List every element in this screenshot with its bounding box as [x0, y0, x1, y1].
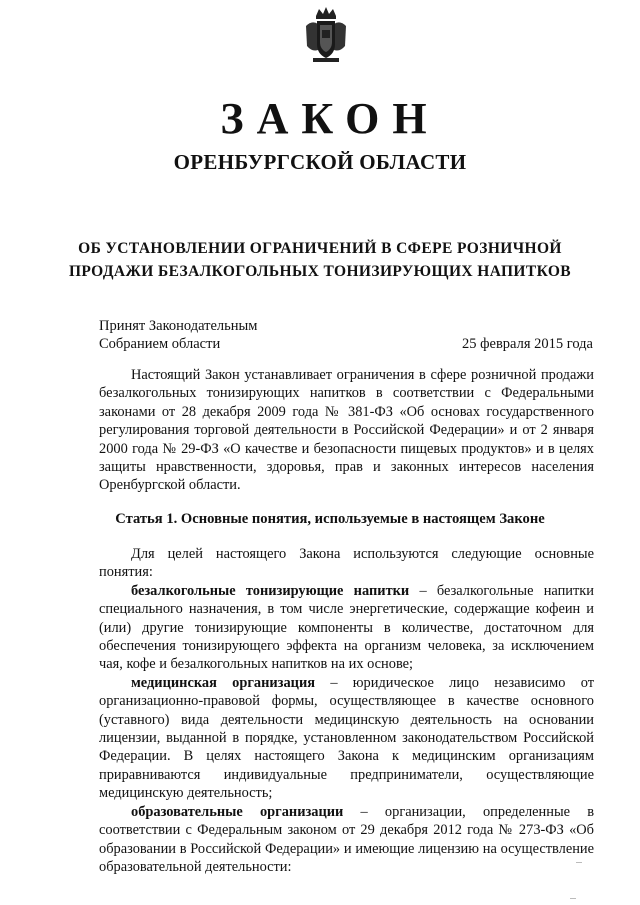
coat-of-arms-icon — [304, 6, 348, 64]
scan-artifact — [570, 898, 576, 899]
article-1-body — [99, 545, 594, 876]
adoption-line: Собранием области — [99, 336, 221, 352]
law-region: ОРЕНБУРГСКОЙ ОБЛАСТИ — [173, 150, 467, 174]
definition-item — [99, 674, 594, 803]
definition-item — [99, 803, 594, 877]
definition-term: безалкогольные тонизирующие напитки — [131, 582, 410, 599]
adoption-authority — [99, 317, 257, 353]
definition-term: медицинская организация — [131, 674, 316, 691]
definition-text: – безалкогольные напитки специального назначения, в том числе энергетические, содержащие кофеин и (или) другие тонизирующие компоненты в количестве, достаточном для обеспечения тонизирующего эффекта на организм человека, за исключением чая, кофе и безалкогольных напитков на их основе; — [99, 582, 594, 673]
definition-item — [99, 582, 594, 674]
law-heading — [0, 237, 640, 283]
law-title: ЗАКОН — [220, 94, 440, 143]
adoption-line: Принят Законодательным — [99, 318, 258, 334]
definition-text: – организации, определенные в соответствии с Федеральным законом от 29 декабря 2012 года № 273-ФЗ «Об образовании в Российской Федерации» и имеющие лицензию на осуществление образовательной деятельности: — [99, 803, 594, 875]
scan-artifact — [576, 862, 582, 863]
law-heading-line: ОБ УСТАНОВЛЕНИИ ОГРАНИЧЕНИЙ В СФЕРЕ РОЗНИЧНОЙ — [78, 240, 562, 257]
preamble-paragraph: Настоящий Закон устанавливает ограничения в сфере розничной продажи безалкогольных тонизирующих напитков в соответствии с Федеральными законами от 28 декабря 2009 года № 381-ФЗ «Об основах государственного регулирования торговой деятельности в Российской Федерации» и от 2 января 2000 года № 29-ФЗ «О качестве и безопасности пищевых продуктов» и в целях защиты нравственности, здоровья, прав и законных интересов населения Оренбургской области. — [99, 367, 594, 494]
definition-term: образовательные организации — [131, 803, 344, 820]
article-1-title: Статья 1. Основные понятия, используемые в настоящем Законе — [115, 511, 545, 527]
law-heading-line: ПРОДАЖИ БЕЗАЛКОГОЛЬНЫХ ТОНИЗИРУЮЩИХ НАПИТКОВ — [68, 263, 572, 280]
article-1-intro: Для целей настоящего Закона используются следующие основные понятия: — [99, 546, 594, 581]
definition-text: – юридическое лицо независимо от организационно-правовой формы, осуществляющее в качестве основного (уставного) вида деятельности медицинскую деятельность на основании лицензии, выданной в порядке, установленном законодательством Российской Федерации. В целях настоящего Закона к медицинским организациям приравниваются индивидуальные предприниматели, осуществляющие медицинскую деятельность; — [99, 674, 594, 802]
adoption-date: 25 февраля 2015 года — [461, 336, 593, 352]
